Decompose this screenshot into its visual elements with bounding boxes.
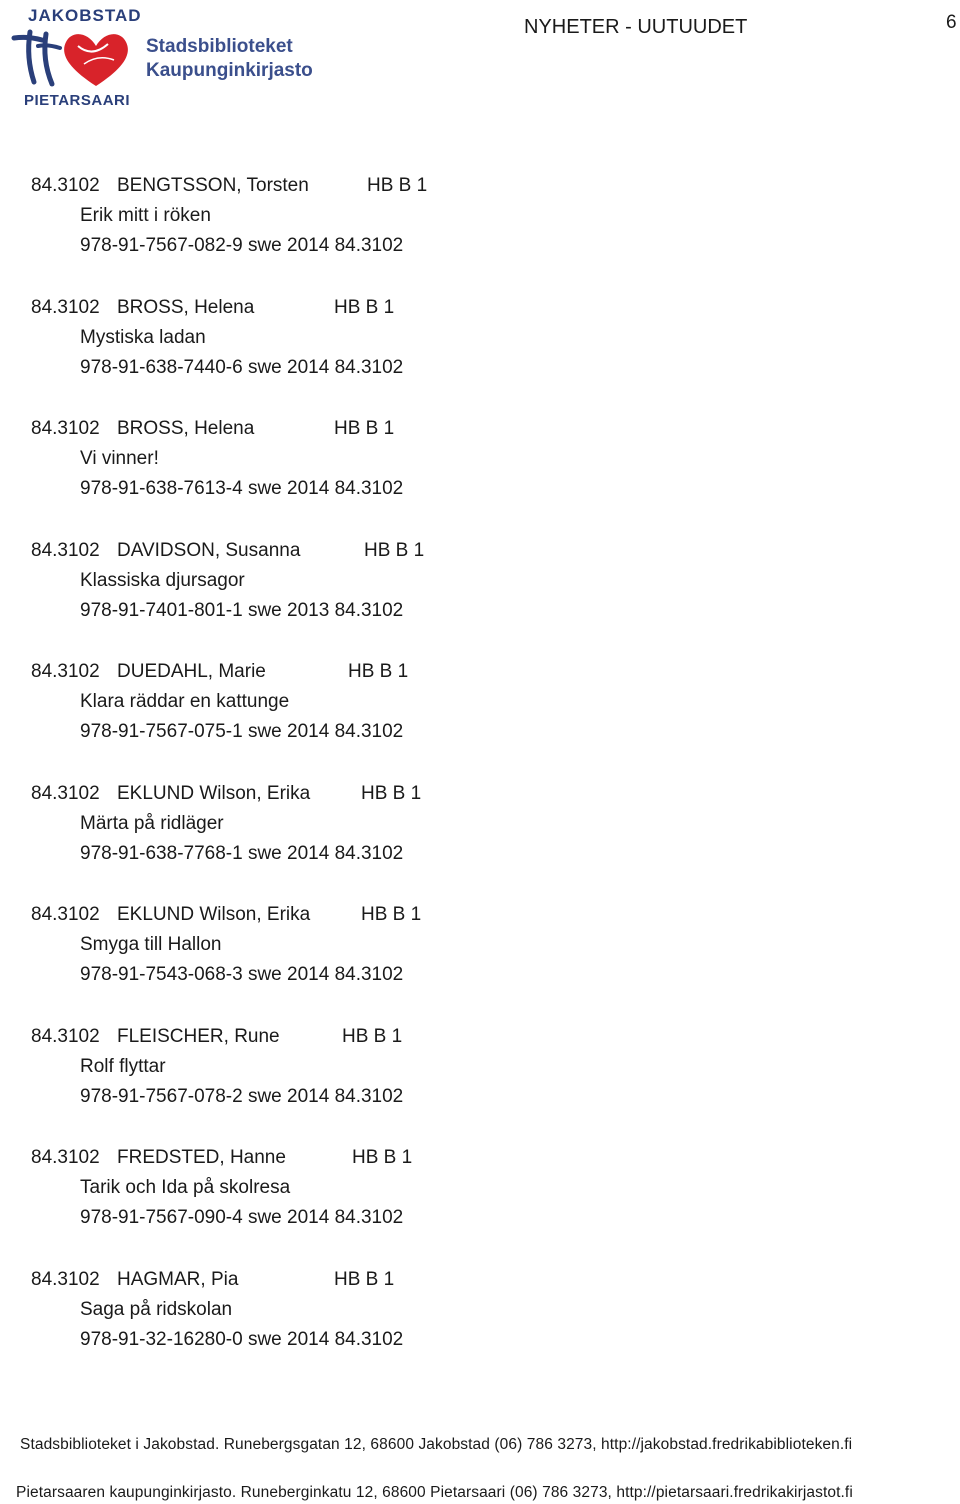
author: DAVIDSON, Susanna xyxy=(117,539,301,561)
page-number: 6 xyxy=(946,12,957,33)
author: FLEISCHER, Rune xyxy=(117,1025,280,1047)
footer-contact-swedish: Stadsbiblioteket i Jakobstad. Runebergsgatan 12, 68600 Jakobstad (06) 786 3273, http://jakobstad.fredrikabiblioteken.fi xyxy=(20,1436,853,1453)
shelf-code: HB B 1 xyxy=(361,782,422,804)
book-title: Smyga till Hallon xyxy=(80,934,222,955)
book-title: Saga på ridskolan xyxy=(80,1298,233,1320)
isbn-line: 978-91-7567-075-1 swe 2014 84.3102 xyxy=(80,721,404,742)
book-title: Klassiska djursagor xyxy=(80,569,245,591)
shelf-code: HB B 1 xyxy=(334,296,395,318)
isbn-line: 978-91-7567-078-2 swe 2014 84.3102 xyxy=(80,1085,404,1107)
book-title: Vi vinner! xyxy=(80,448,159,469)
book-entry xyxy=(0,413,960,535)
class-code: 84.3102 xyxy=(31,296,100,318)
book-entry xyxy=(0,170,960,292)
author: HAGMAR, Pia xyxy=(117,1268,239,1290)
logo-name-swedish: Stadsbiblioteket xyxy=(146,36,293,57)
author: BROSS, Helena xyxy=(117,418,255,439)
class-code: 84.3102 xyxy=(31,904,100,925)
book-entry xyxy=(0,292,960,414)
book-entry xyxy=(0,1021,960,1143)
class-code: 84.3102 xyxy=(31,1025,100,1047)
page-title: NYHETER - UUTUUDET xyxy=(524,16,748,38)
book-title: Klara räddar en kattunge xyxy=(80,691,290,712)
book-title: Märta på ridläger xyxy=(80,812,224,834)
footer-contact-finnish: Pietarsaaren kaupunginkirjasto. Runeberginkatu 12, 68600 Pietarsaari (06) 786 3273, http://pietarsaari.fredrikakirjastot.fi xyxy=(16,1484,853,1501)
shelf-code: HB B 1 xyxy=(361,904,422,925)
shelf-code: HB B 1 xyxy=(334,418,395,439)
book-entry xyxy=(0,1142,960,1264)
isbn-line: 978-91-32-16280-0 swe 2014 84.3102 xyxy=(80,1328,404,1350)
isbn-line: 978-91-638-7440-6 swe 2014 84.3102 xyxy=(80,356,404,378)
class-code: 84.3102 xyxy=(31,661,100,682)
heart-logo-icon xyxy=(8,24,138,94)
library-logo xyxy=(8,4,318,112)
class-code: 84.3102 xyxy=(31,539,100,561)
author: DUEDAHL, Marie xyxy=(117,661,266,682)
isbn-line: 978-91-7543-068-3 swe 2014 84.3102 xyxy=(80,964,404,985)
book-entry xyxy=(0,778,960,900)
shelf-code: HB B 1 xyxy=(342,1025,403,1047)
author: BROSS, Helena xyxy=(117,296,255,318)
author: EKLUND Wilson, Erika xyxy=(117,782,311,804)
shelf-code: HB B 1 xyxy=(364,539,425,561)
author: EKLUND Wilson, Erika xyxy=(117,904,311,925)
shelf-code: HB B 1 xyxy=(352,1147,413,1168)
author: BENGTSSON, Torsten xyxy=(117,175,309,196)
author: FREDSTED, Hanne xyxy=(117,1147,286,1168)
book-title: Tarik och Ida på skolresa xyxy=(80,1177,291,1198)
isbn-line: 978-91-7567-082-9 swe 2014 84.3102 xyxy=(80,235,404,256)
book-entry xyxy=(0,535,960,657)
class-code: 84.3102 xyxy=(31,1268,100,1290)
logo-top-text: JAKOBSTAD xyxy=(28,6,142,25)
book-list xyxy=(0,170,960,1385)
logo-name-finnish: Kaupunginkirjasto xyxy=(146,60,313,81)
shelf-code: HB B 1 xyxy=(334,1268,395,1290)
isbn-line: 978-91-638-7613-4 swe 2014 84.3102 xyxy=(80,478,404,499)
book-entry xyxy=(0,1264,960,1386)
isbn-line: 978-91-7567-090-4 swe 2014 84.3102 xyxy=(80,1207,404,1228)
shelf-code: HB B 1 xyxy=(348,661,409,682)
book-title: Rolf flyttar xyxy=(80,1055,166,1077)
book-title: Erik mitt i röken xyxy=(80,205,211,226)
class-code: 84.3102 xyxy=(31,418,100,439)
shelf-code: HB B 1 xyxy=(367,175,428,196)
isbn-line: 978-91-638-7768-1 swe 2014 84.3102 xyxy=(80,842,404,864)
class-code: 84.3102 xyxy=(31,782,100,804)
book-entry xyxy=(0,656,960,778)
class-code: 84.3102 xyxy=(31,1147,100,1168)
logo-bottom-text: PIETARSAARI xyxy=(24,92,131,109)
book-title: Mystiska ladan xyxy=(80,326,206,348)
isbn-line: 978-91-7401-801-1 swe 2013 84.3102 xyxy=(80,599,404,621)
class-code: 84.3102 xyxy=(31,175,100,196)
book-entry xyxy=(0,899,960,1021)
